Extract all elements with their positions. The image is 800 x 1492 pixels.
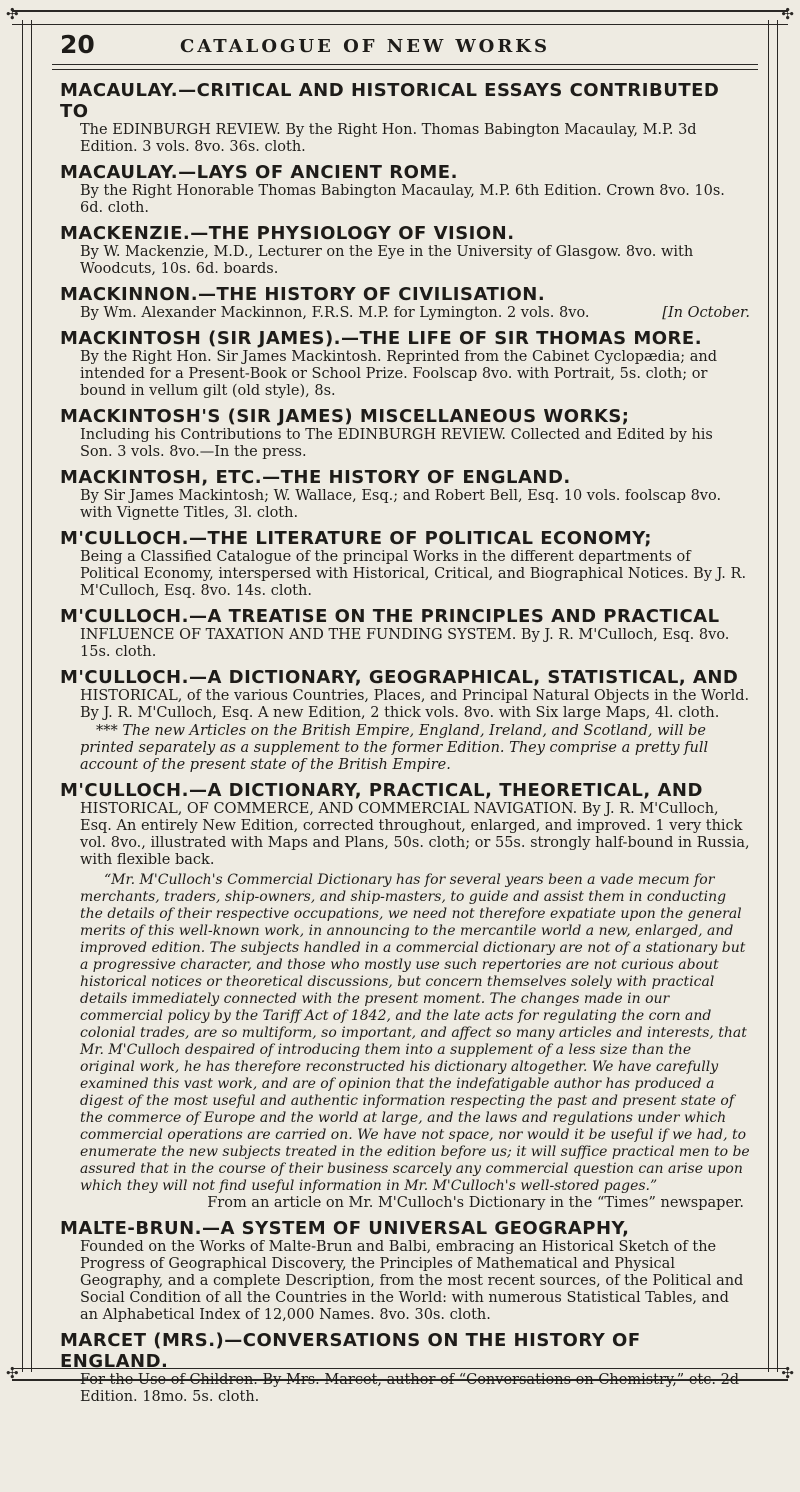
page-number: 20 bbox=[60, 30, 95, 59]
catalogue-entries bbox=[60, 80, 750, 1406]
border-top bbox=[12, 10, 788, 25]
entry-body bbox=[60, 305, 750, 322]
entry-heading: MALTE-BRUN.—A SYSTEM OF UNIVERSAL GEOGRAPHY, bbox=[60, 1218, 630, 1239]
catalogue-entry bbox=[60, 328, 750, 400]
catalogue-entry bbox=[60, 606, 750, 661]
entry-body-text: Including his Contributions to The EDINBURGH REVIEW. Collected and Edited by his Son. 3 vols. 8vo.—In the press. bbox=[80, 427, 713, 460]
corner-ornament-icon: ✣ bbox=[781, 5, 794, 23]
catalogue-entry bbox=[60, 284, 750, 322]
entry-heading: MACAULAY.—LAYS OF ANCIENT ROME. bbox=[60, 162, 458, 183]
entry-body bbox=[60, 1372, 750, 1406]
entry-note: *** The new Articles on the British Empire, England, Ireland, and Scotland, will be printed separately as a supplement to the former Edition. They comprise a pretty full account of the present state of the British Empire. bbox=[80, 723, 709, 773]
entry-heading: MACKINTOSH (SIR JAMES).—THE LIFE OF SIR THOMAS MORE. bbox=[60, 328, 703, 349]
entry-heading: MACKINTOSH, ETC.—THE HISTORY OF ENGLAND. bbox=[60, 467, 571, 488]
entry-body-text: HISTORICAL, OF COMMERCE, AND COMMERCIAL NAVIGATION. By J. R. M'Culloch, Esq. An entirely New Edition, corrected throughout, enlarged, and improved. 1 very thick vol. 8vo., illustrated with Maps and Plans, 50s. cloth; or 55s. strongly half-bound in Russia, with flexible back. bbox=[80, 801, 750, 868]
catalogue-entry bbox=[60, 162, 750, 217]
entry-body bbox=[60, 488, 750, 522]
entry-heading: M'CULLOCH.—THE LITERATURE OF POLITICAL ECONOMY; bbox=[60, 528, 652, 549]
entry-body bbox=[60, 549, 750, 600]
entry-body-text: INFLUENCE OF TAXATION AND THE FUNDING SYSTEM. By J. R. M'Culloch, Esq. 8vo. 15s. cloth. bbox=[80, 627, 730, 660]
entry-heading: MACAULAY.—CRITICAL AND HISTORICAL ESSAYS CONTRIBUTED TO bbox=[60, 80, 720, 122]
catalogue-entry bbox=[60, 1330, 750, 1406]
corner-ornament-icon: ✣ bbox=[781, 1364, 794, 1382]
corner-ornament-icon: ✣ bbox=[6, 1364, 19, 1382]
entry-heading: MACKENZIE.—THE PHYSIOLOGY OF VISION. bbox=[60, 223, 515, 244]
entry-body bbox=[60, 349, 750, 400]
entry-body-text: For the Use of Children. By Mrs. Marcet, author of “Conversations on Chemistry,” etc. 2d Edition. 18mo. 5s. cloth. bbox=[80, 1372, 740, 1405]
entry-heading: MARCET (MRS.)—CONVERSATIONS ON THE HISTORY OF ENGLAND. bbox=[60, 1330, 641, 1372]
corner-ornament-icon: ✣ bbox=[6, 5, 19, 23]
entry-body bbox=[60, 244, 750, 278]
entry-body bbox=[60, 801, 750, 869]
header-rule bbox=[52, 64, 758, 70]
review-quote: “Mr. M'Culloch's Commercial Dictionary has for several years been a vade mecum for merchants, traders, ship-owners, and ship-masters, to guide and assist them in conducting the details of their respective occupations, we need not therefore expatiate upon the general merits of this well-known work, in announcing to the mercantile world a new, enlarged, and improved edition. The subjects handled in a commercial dictionary are not of a stationary but a progressive character, and those who mostly use such repertories are not curious about historical notices or theoretical discussions, but concern themselves solely with practical details immediately connected with the present moment. The changes made in our commercial policy by the Tariff Act of 1842, and the late acts for regulating the corn and colonial trades, are so multiform, so important, and affect so many articles and interests, that Mr. M'Culloch despaired of introducing them into a supplement of a less size than the original work, he has therefore reconstructed his dictionary altogether. We have carefully examined this vast work, and are of opinion that the indefatigable author has produced a digest of the most useful and authentic information respecting the past and present state of the commerce of Europe and the world at large, and the laws and regulations under which commercial operations are carried on. We have not space, nor would it be useful if we had, to enumerate the new subjects treated in the edition before us; it will suffice practical men to be assured that in the course of their business scarcely any commercial question can arise upon which they will not find useful information in Mr. M'Culloch's well-stored pages.” bbox=[80, 872, 750, 1194]
entry-body-text: The EDINBURGH REVIEW. By the Right Hon. Thomas Babington Macaulay, M.P. 3d Edition. 3 vols. 8vo. 36s. cloth. bbox=[80, 122, 697, 155]
entry-body-text: HISTORICAL, of the various Countries, Places, and Principal Natural Objects in the World. By J. R. M'Culloch, Esq. A new Edition, 2 thick vols. 8vo. with Six large Maps, 4l. cloth. bbox=[80, 688, 750, 721]
entry-body-text: Being a Classified Catalogue of the principal Works in the different departments of Political Economy, interspersed with Historical, Critical, and Biographical Notices. By J. R. M'Culloch, Esq. 8vo. 14s. cloth. bbox=[80, 549, 747, 599]
running-title: CATALOGUE OF NEW WORKS bbox=[180, 36, 550, 57]
entry-body-text: By the Right Honorable Thomas Babington Macaulay, M.P. 6th Edition. Crown 8vo. 10s. 6d. cloth. bbox=[80, 183, 725, 216]
entry-body-text: By Sir James Mackintosh; W. Wallace, Esq.; and Robert Bell, Esq. 10 vols. foolscap 8vo. with Vignette Titles, 3l. cloth. bbox=[80, 488, 722, 521]
quote-source: From an article on Mr. M'Culloch's Dictionary in the “Times” newspaper. bbox=[207, 1195, 744, 1211]
entry-body bbox=[60, 1239, 750, 1324]
page-header bbox=[60, 26, 750, 64]
entry-heading: M'CULLOCH.—A DICTIONARY, PRACTICAL, THEORETICAL, AND bbox=[60, 780, 703, 801]
page-content bbox=[60, 26, 750, 1412]
entry-body-text: By Wm. Alexander Mackinnon, F.R.S. M.P. for Lymington. 2 vols. 8vo. bbox=[80, 305, 590, 321]
catalogue-entry bbox=[60, 467, 750, 522]
catalogue-entry bbox=[60, 780, 750, 1212]
catalogue-entry bbox=[60, 223, 750, 278]
entry-body bbox=[60, 627, 750, 661]
border-right bbox=[768, 20, 778, 1372]
entry-heading: MACKINTOSH'S (SIR JAMES) MISCELLANEOUS WORKS; bbox=[60, 406, 630, 427]
entry-status: [In October. bbox=[662, 305, 750, 321]
entry-body-text: Founded on the Works of Malte-Brun and Balbi, embracing an Historical Sketch of the Progress of Geographical Discovery, the Principles of Mathematical and Physical Geography, and a complete Description, from the most recent sources, of the Political and Social Condition of all the Countries in the World: with numerous Statistical Tables, and an Alphabetical Index of 12,000 Names. 8vo. 30s. cloth. bbox=[80, 1239, 744, 1323]
entry-body bbox=[60, 427, 750, 461]
entry-body bbox=[60, 122, 750, 156]
entry-heading: M'CULLOCH.—A DICTIONARY, GEOGRAPHICAL, STATISTICAL, AND bbox=[60, 667, 739, 688]
catalogue-entry bbox=[60, 667, 750, 774]
border-left bbox=[22, 20, 32, 1372]
entry-heading: MACKINNON.—THE HISTORY OF CIVILISATION. bbox=[60, 284, 546, 305]
entry-body bbox=[60, 183, 750, 217]
entry-heading: M'CULLOCH.—A TREATISE ON THE PRINCIPLES AND PRACTICAL bbox=[60, 606, 720, 627]
catalogue-entry bbox=[60, 528, 750, 600]
catalogue-entry bbox=[60, 406, 750, 461]
entry-body bbox=[60, 688, 750, 722]
entry-body-text: By W. Mackenzie, M.D., Lecturer on the Eye in the University of Glasgow. 8vo. with Woodcuts, 10s. 6d. boards. bbox=[80, 244, 694, 277]
entry-body-text: By the Right Hon. Sir James Mackintosh. Reprinted from the Cabinet Cyclopædia; and intended for a Present-Book or School Prize. Foolscap 8vo. with Portrait, 5s. cloth; or bound in vellum gilt (old style), 8s. bbox=[80, 349, 717, 399]
catalogue-entry bbox=[60, 1218, 750, 1324]
catalogue-entry bbox=[60, 80, 750, 156]
